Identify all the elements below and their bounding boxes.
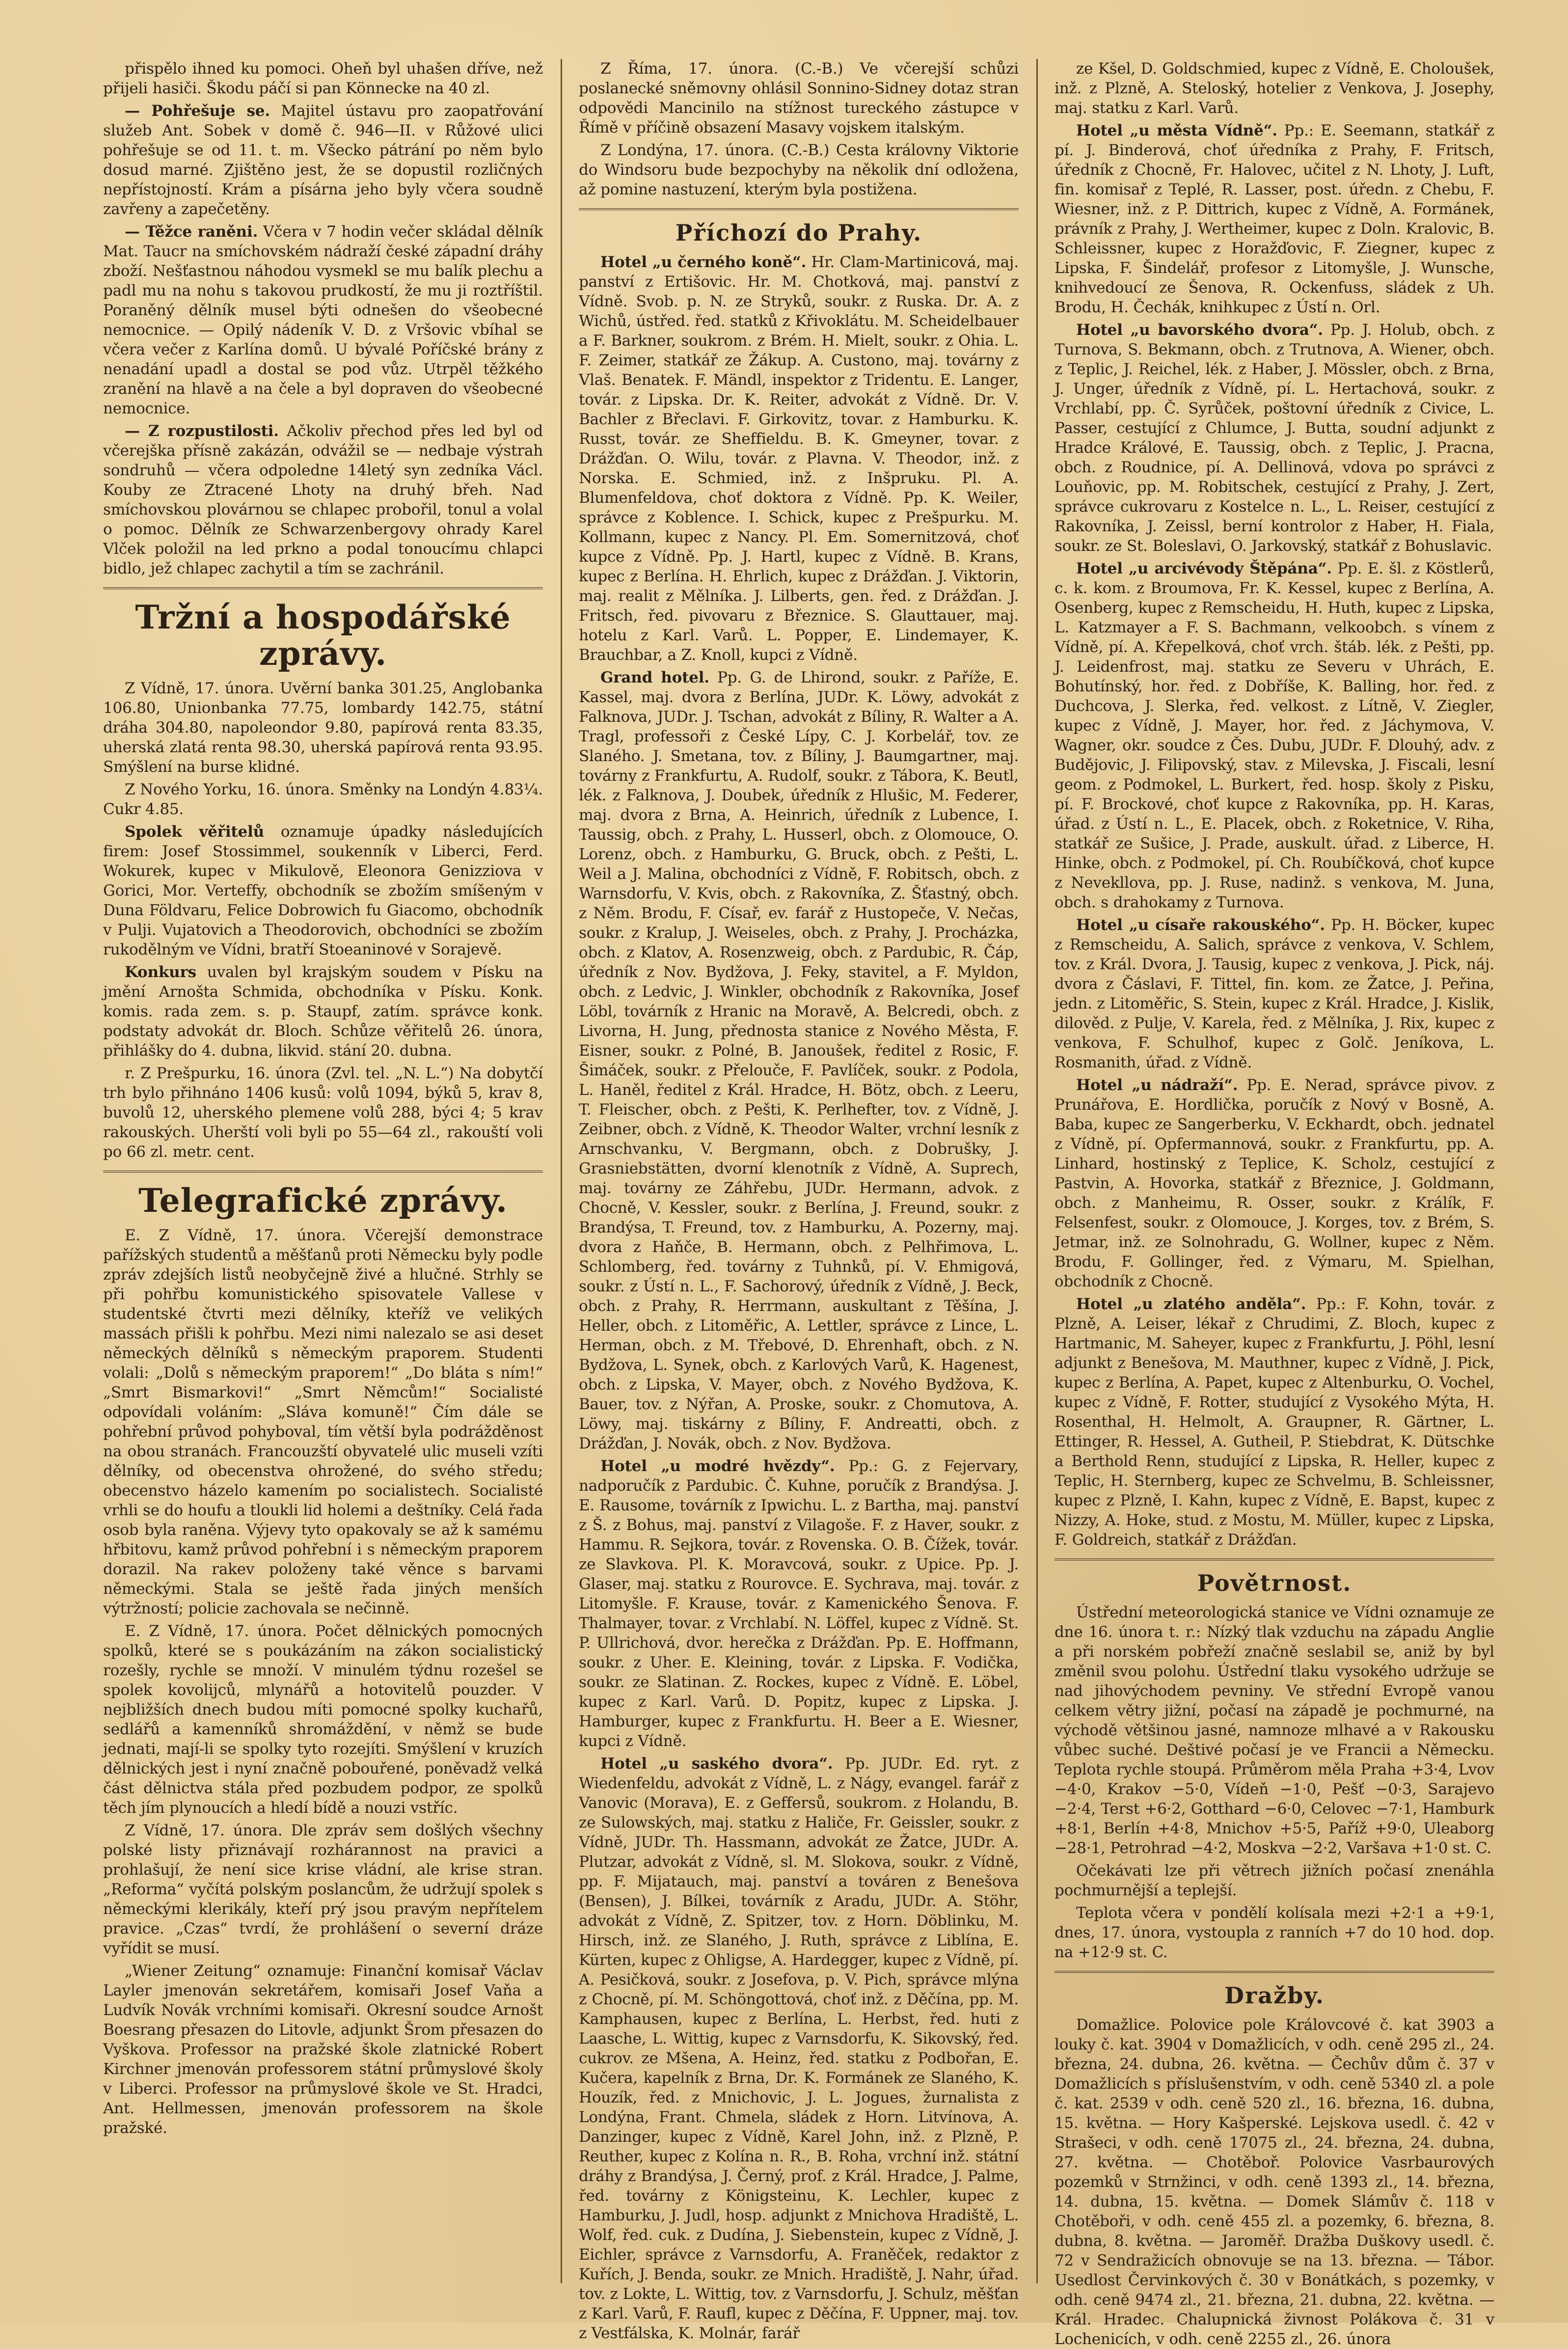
paragraph-text: „Wiener Zeitung“ oznamuje: Finanční komisař Václav Layler jmenován sekretářem, komisaři Josef Vaňa a Ludvík Novák vrchními komisaři. Okresní soudce Arnošt Boesrang přesazen do Litovle, adjunkt Šrom přesazen do Vyškova. Professor na pražské škole zlatnické Robert Kirchner jmenován professorem státní průmyslové školy v Liberci. Professor na průmyslové škole ve St. Hradci, Ant. Hellmessen, jmenován professorem na škole pražské. xyxy=(103,1962,543,2137)
paragraph-lead: Hotel „u města Vídně“. xyxy=(1076,122,1277,139)
paragraph-text: oznamuje úpadky následujících firem: Josef Stossimmel, soukenník v Liberci, Ferd. Wokurek, kupec v Mikulově, Eleonora Genizziova v Gorici, Mor. Verteffy, obchodník se zbožím smíšeným v Duna Földvaru, Felice Dobrowich fu Giacomo, obchodník v Pulji. Vujatovich a Theodorovich, obchodníci se zbožím rukodělným ve Vídni, bratří Stoeaninové v Sorajevě. xyxy=(103,823,543,958)
article-paragraph xyxy=(103,1821,543,1958)
paragraph-lead: Konkurs xyxy=(125,963,196,981)
article-paragraph xyxy=(579,252,1019,665)
paragraph-text: Pp.: E. Seemann, statkář z pí. J. Binderová, choť úředníka z Prahy, F. Fritsch, úředník z Chocně, Fr. Halovec, učitel z N. Lhoty, J. Luft, fin. komisař z Teplé, R. Lasser, post. úředn. z Chebu, F. Wiesner, inž. z P. Dittrich, kupec z Vídně, A. Formánek, právník z Prahy, J. Wertheimer, kupec z Doln. Kralovic, B. Schleissner, kupec z Horažďovic, F. Ziegner, kupec z Lipska, F. Šindelář, profesor z Litomyšle, J. Wunsche, knihvedoucí ze Šenova, R. Ockenfuss, sládek z Uh. Brodu, H. Čechák, knihkupec z Ústí n. Orl. xyxy=(1054,122,1495,316)
paragraph-text: Majitel ústavu pro zaopatřování služeb Ant. Sobek v domě č. 946—II. v Růžové ulici pohřešuje se od 11. t. m. Všecko pátrání po něm bylo dosud marné. Zjištěno jest, že se dopustil rozličných nepřístojností. Krám a písárna jeho byly včera soudně zavřeny a zapečetěny. xyxy=(103,102,543,218)
paragraph-text: Z Nového Yorku, 16. února. Směnky na Londýn 4.83¼. Cukr 4.85. xyxy=(103,781,543,818)
section-heading: Telegrafické zprávy. xyxy=(138,1181,508,1220)
article-paragraph xyxy=(579,1754,1019,2343)
paragraph-text: Domažlice. Polovice pole Královcové č. kat 3903 a louky č. kat. 3904 v Domažlicích, v odh. ceně 295 zl., 24. března, 24. dubna, 26. května. — Čechův dům č. 37 v Domažlicích s příslušenstvím, v odh. ceně 5340 zl. a pole č. kat. 2539 v odh. ceně 520 zl., 16. března, 16. dubna, 15. května. — Hory Kašperské. Lejskova usedl. č. 42 v Strašeci, v odh. ceně 17075 zl., 24. března, 24. dubna, 27. května. — Chotěboř. Polovice Vasrbaurových pozemků v Strnžinci, v odh. ceně 1393 zl., 14. března, 14. dubna, 15. května. — Domek Slámův č. 118 v Chotěboři, v odh. ceně 455 zl. a pozemky, 6. března, 8. dubna, 8. května. — Jaroměř. Dražba Duškovy usedl. č. 72 v Sendražicích obnovuje se na 13. března. — Tábor. Usedlost Červinkových č. 30 v Bonátkách, s pozemky, v odh. ceně 9474 zl., 21. března, 21. dubna, 22. května. — Král. Hradec. Chalupnická živnost Polákova č. 31 v Lochenicích, v odh. ceně 2255 zl., 26. února xyxy=(1054,2016,1494,2348)
paragraph-lead: Hotel „u arcivévody Štěpána“. xyxy=(1076,560,1332,577)
article-paragraph xyxy=(1054,1603,1494,1858)
article-paragraph xyxy=(1054,915,1494,1072)
paragraph-lead: — Pohřešuje se. xyxy=(125,102,270,120)
paragraph-lead: Hotel „u nádraží“. xyxy=(1076,1076,1238,1094)
paragraph-text: ze Kšel, D. Goldschmied, kupec z Vídně, E. Choloušek, inž. z Plzně, A. Steloský, hotelier z Venkova, J. Josephy, maj. statku z Karl. Varů. xyxy=(1054,60,1494,117)
paragraph-text: Pp. E. šl. z Köstlerů, c. k. kom. z Broumova, Fr. K. Kessel, kupec z Berlína, A. Osenberg, kupec z Remscheidu, H. Huth, kupec z Lipska, L. Katzmayer a F. S. Bachmann, velkoobch. s vínem z Vídně, pí. A. Křepelková, choť vrch. štáb. lék. z Pešti, pp. J. Leidenfrost, maj. statku ze Severu v Uhrách, E. Bohutínský, hor. řed. z Dobříše, K. Balling, hor. řed. z Duchcova, J. Slerka, řed. velkost. z Lítně, V. Ziegler, kupec z Vídně, J. Mayer, hor. řed. z Jáchymova, V. Wagner, okr. soudce z Čes. Dubu, JUDr. F. Dlouhý, adv. z Budějovic, J. Filipovský, stav. z Milevska, J. Fiscali, lesní geom. z Podmokel, L. Burkert, řed. hosp. školy z Pisku, pí. F. Brockové, choť kupce z Rakovníka, pp. H. Karas, úřad. z Ústí n. L., E. Placek, obch. z Roketnice, V. Riha, statkář ze Sušice, J. Prade, auskult. úřad. z Liberce, H. Hinke, obch. z Podmokel, pí. Ch. Roubíčková, choť kupce z Nevekllova, pp. J. Ruse, nadinž. s venkova, M. Juna, obch. s drahokamy z Turnova. xyxy=(1054,560,1494,911)
paragraph-lead: Spolek věřitelů xyxy=(125,823,264,841)
paragraph-lead: Hotel „u císaře rakouského“. xyxy=(1076,916,1325,934)
article-paragraph xyxy=(103,962,543,1061)
paragraph-text: E. Z Vídně, 17. února. Včerejší demonstrace pařížských studentů a měšťanů proti Německu byly podle zpráv zdejších listů neobyčejně živé a hlučné. Strhly se při pohřbu komunistického spisovatele Vallese v studentské čtvrti mezi dělníky, kteříž ve velikých massách přišli k pohřbu. Mezi nimi nalezalo se asi deset německých dělníků s německým praporem. Studenti volali: „Dolů s německým praporem!“ „Do bláta s ním!“ „Smrt Bismarkovi!“ „Smrt Němcům!“ Socialisté odpovídali voláním: „Sláva komuně!“ Čím dále se pohřební průvod pohyboval, tím větší byla podrážděnost na obou stranách. Francouzští obyvatelé ulic museli vzíti dělníky, od obecenstva ohrožené, do svého středu; obecenstvo házelo kamením po socialistech. Socialisté vrhli se do houfu a tloukli lid holemi a deštníky. Celá řada osob byla raněna. Výjevy tyto opakovaly se až k samému hřbitovu, kamž průvod pohřební i s německým praporem dorazil. Na rakev položeny také věnce s barvami německými. Stala se ještě řada jiných menších výtržností; policie zachovala se nečinně. xyxy=(103,1227,543,1617)
article-paragraph xyxy=(103,822,543,959)
article-paragraph xyxy=(103,1961,543,2138)
article-paragraph xyxy=(1054,1294,1494,1550)
paragraph-text: Z Vídně, 17. února. Uvěrní banka 301.25, Anglobanka 106.80, Unionbanka 77.75, lombardy 142.75, státní dráha 304.80, napoleondor 9.80, papírová renta 83.35, uherská zlatá renta 98.30, uherská papírová renta 93.95. Smýšlení na burse klidné. xyxy=(103,680,543,776)
article-paragraph xyxy=(1054,1903,1494,1962)
article-paragraph xyxy=(103,1226,543,1618)
article-paragraph xyxy=(1054,1075,1494,1291)
paragraph-text: Ačkoliv přechod přes led byl od včerejška přísně zakázán, odvážil se — nedbaje výstrah sondruhů — včera odpoledne 14letý syn zedníka Václ. Kouby ze Ztracené Lhoty na druhý břeh. Nad smíchovskou plovárnou se chlapec probořil, tonul a volal o pomoc. Dělník ze Schwarzenbergovy ohrady Karel Vlček položil na led prkno a podal tonoucímu chlapci bidlo, jež chlapec zachytil a tím se zachránil. xyxy=(103,422,543,577)
section-heading: Příchozí do Prahy. xyxy=(675,219,922,246)
paragraph-text: Pp. H. Böcker, kupec z Remscheidu, A. Salich, správce z venkova, V. Schlem, tov. z Král. Dvora, J. Tausig, kupec z venkova, J. Pick, náj. dvora z Čáslavi, F. Tittel, fin. kom. ze Žatce, J. Peřina, jedn. z Litoměřic, S. Stein, kupec z Král. Hradce, J. Kislik, dilověd. z Pulje, V. Karela, řed. z Mělníka, J. Rix, kupec z venkova, F. Schulhof, kupec z Golč. Jeníkova, L. Rosmanith, úřad. z Vídně. xyxy=(1054,916,1494,1071)
section-divider xyxy=(1054,1971,1494,1973)
article-paragraph xyxy=(1054,2015,1494,2349)
paragraph-text: Pp.: G. z Fejervary, nadporučík z Pardubic. Č. Kuhne, poručík z Brandýsa. J. E. Rausome, továrník z Ipwichu. L. z Bartha, maj. panství z Š. z Bohus, maj. panství z Vilagoše. F. z Haver, soukr. z Hammu. R. Sejkora, továr. z Rovenska. O. B. Čížek, továr. ze Slavkova. Pl. K. Moravcová, soukr. z Upice. Pp. J. Glaser, maj. statku z Rourovce. E. Sychrava, maj. továr. z Litomyšle. F. Krause, továr. z Kamenického Šenova. F. Thalmayer, tovar. z Vrchlabí. N. Löffel, kupec z Vídně. St. P. Ullrichová, dvor. herečka z Drážďan. Pp. E. Hoffmann, soukr. z Uher. E. Kleining, továr. z Lipska. F. Vodička, soukr. ze Slatinan. Z. Rockes, kupec z Vídně. E. Löbel, kupec z Karl. Varů. D. Popitz, kupec z Lipska. J. Hamburger, kupec z Frankfurtu. H. Beer a E. Wiesner, kupci z Vídně. xyxy=(579,1457,1019,1750)
paragraph-lead: Grand hotel. xyxy=(600,669,709,686)
article-paragraph xyxy=(103,679,543,777)
section-divider xyxy=(103,587,543,589)
article-paragraph xyxy=(579,140,1019,199)
paragraph-text: Z Vídně, 17. února. Dle zpráv sem došlých všechny polské listy přiznávají rozhárannost na pravici a prohlašují, že není sice krise vládní, ale krise stran. „Reforma“ vyčítá polským poslancům, že udržují spolek s německými klerikály, kteří prý jsou pravým nepřítelem pravice. „Czas“ tvrdí, že prohlášení o severní dráze vyřídit se musí. xyxy=(103,1822,543,1957)
article-paragraph xyxy=(103,101,543,219)
paragraph-lead: — Těžce raněni. xyxy=(125,223,258,241)
article-paragraph xyxy=(1054,121,1494,317)
article-paragraph xyxy=(1054,1861,1494,1900)
section-heading: Tržní a hospodářské zprávy. xyxy=(135,598,511,673)
article-paragraph xyxy=(579,668,1019,1453)
article-paragraph xyxy=(103,421,543,578)
section-heading: Povětrnost. xyxy=(1197,1570,1352,1596)
section-divider xyxy=(1054,1558,1494,1560)
paragraph-text: Z Londýna, 17. února. (C.-B.) Cesta královny Viktorie do Windsoru bude bezpochyby na několik dní odložena, až pomine nastuzení, kterým byla postižena. xyxy=(579,141,1019,198)
column-3 xyxy=(1036,59,1495,2348)
paragraph-lead: Hotel „u modré hvězdy“. xyxy=(600,1457,835,1475)
paragraph-text: Pp. G. de Lhirond, soukr. z Paříže, E. Kassel, maj. dvora z Berlína, JUDr. K. Löwy, advokát z Falknova, JUDr. J. Tschan, advokát z Bíliny, R. Walter a A. Tragl, professoři z České Lípy, C. J. Korbelář, tov. ze Slaného. J. Smetana, tov. z Bíliny, J. Baumgartner, maj. továrny z Frankfurtu, A. Rudolf, soukr. z Tábora, K. Beutl, lék. z Falknova, J. Doubek, úředník z Hlušic, M. Federer, maj. dvora z Brna, A. Heinrich, úředník z Lubence, I. Taussig, obch. z Prahy, L. Husserl, obch. z Olomouce, O. Lorenz, obch. z Hamburku, G. Bruck, obch. z Pešti, L. Weil a J. Malina, obchodníci z Vídně, F. Robitsch, obch. z Warnsdorfu, V. Kvis, obch. z Rakovníka, Z. Šťastný, obch. z Něm. Brodu, F. Císař, ev. farář z Hustopeče, V. Nečas, soukr. z Kralup, J. Weiseles, obch. z Prahy, J. Procházka, obch. z Klatov, A. Rosenzweig, obch. z Pardubic, R. Čáp, úředník z Nov. Bydžova, J. Feky, stavitel, a F. Myldon, obch. z Ledvic, J. Winkler, obchodník z Rakovníka, Josef Löbl, továrník z Hranic na Moravě, A. Belcredi, obch. z Livorna, H. Jung, přednosta stanice z Nového Města, F. Eisner, soukr. z Polné, B. Janoušek, ředitel z Rosic, F. Šimáček, soukr. z Přelouče, F. Pavlíček, soukr. z Podola, L. Haněl, ředitel z Král. Hradce, H. Bötz, obch. z Leeru, T. Fleischer, obch. z Pešti, K. Perlhefter, tov. z Vídně, J. Zeibner, obch. z Vídně, K. Theodor Walter, vrchní lesník z Arnschvanku, V. Bergmann, obch. z Dobrušky, J. Grasniebstätten, dvorní klenotník z Vídně, A. Suprech, maj. továrny ze Záhřebu, JUDr. Hermann, advok. z Chocně, V. Kessler, soukr. z Berlína, J. Freund, soukr. z Brandýsa, T. Freund, tov. z Hamburku, A. Pozerny, maj. dvora z Haňče, B. Hermann, obch. z Pelhřimova, L. Schlomberg, řed. továrny z Tuhnků, pí. V. Ehmigová, soukr. z Ústí n. L., F. Sachorový, úředník z Vídně, J. Beck, obch. z Prahy, R. Herrmann, auskultant z Těšína, J. Heller, obch. z Litoměřic, A. Lettler, správce z Lince, L. Herman, obch. z M. Třebové, D. Ehrenhaft, obch. z N. Bydžova, L. Synek, obch. z Karlových Varů, K. Hagenest, obch. z Lipska, V. Mayer, obch. z Nového Bydžova, K. Bauer, tov. z Nýřan, A. Proske, soukr. z Chomutova, A. Löwy, maj. tiskárny z Bíliny, F. Andreatti, obch. z Drážďan, J. Novák, obch. z Nov. Bydžova. xyxy=(579,669,1019,1452)
paragraph-text: Z Říma, 17. února. (C.-B.) Ve včerejší schůzi poslanecké sněmovny ohlásil Sonnino-Sidney dotaz stran odpovědi Mancinilo na stížnost tureckého zástupce v Římě v příčině obsazení Masavy vojskem italským. xyxy=(579,60,1019,137)
paragraph-text: uvalen byl krajským soudem v Písku na jmění Arnošta Schmida, obchodníka v Písku. Konk. komis. rada zem. s. p. Staupf, zatím. správce konk. podstaty advokát dr. Bloch. Schůze věřitelů 26. února, přihlášky do 4. dubna, likvid. stání 20. dubna. xyxy=(103,963,543,1060)
paragraph-text: Očekávati lze při větrech jižních počasí znenáhla pochmurnější a teplejší. xyxy=(1054,1862,1494,1899)
paragraph-lead: Hotel „u bavorského dvora“. xyxy=(1076,321,1324,339)
article-paragraph xyxy=(579,1456,1019,1751)
section-heading: Dražby. xyxy=(1224,1982,1325,2009)
article-paragraph xyxy=(103,222,543,418)
paragraph-text: Teplota včera v pondělí kolísala mezi +2·1 a +9·1, dnes, 17. února, vystoupla z ranních +7 do 10 hod. dop. na +12·9 st. C. xyxy=(1054,1904,1494,1961)
article-paragraph xyxy=(103,1621,543,1818)
paragraph-lead: Hotel „u zlatého anděla“. xyxy=(1076,1295,1306,1313)
paragraph-text: Pp.: F. Kohn, továr. z Plzně, A. Leiser, lékař z Chrudimi, Z. Bloch, kupec z Hartmanic, M. Saheyer, kupec z Frankfurtu, J. Pöhl, lesní adjunkt z Benešova, M. Mauthner, kupec z Vídně, J. Pick, kupec z Berlína, A. Papet, kupec z Altenburku, O. Vochel, kupec z Vídně, F. Rotter, studující z Vysokého Mýta, H. Rosenthal, H. Helmolt, A. Graupner, R. Gärtner, L. Ettinger, R. Hessel, A. Gutheil, P. Stiebdrat, K. Dütschke a Berthold Renn, studující z Lipska, R. Heller, kupec z Teplic, H. Sternberg, kupec ze Schvelmu, B. Schleissner, kupec z Plzně, I. Kahn, kupec z Vídně, E. Bapst, kupec z Nizzy, A. Hoke, stud. z Mostu, M. Müller, kupec z Lipska, F. Goldreich, statkář z Drážďan. xyxy=(1054,1295,1494,1549)
article-paragraph xyxy=(1054,320,1494,556)
paragraph-text: Pp. J. Holub, obch. z Turnova, S. Bekmann, obch. z Trutnova, A. Wiener, obch. z Teplic, J. Reichel, lék. z Haber, J. Mössler, obch. z Brna, J. Unger, úředník z Vídně, pí. L. Hertachová, soukr. z Vrchlabí, pp. Č. Syrůček, poštovní úředník z Civice, L. Passer, cestující z Chlumce, J. Butta, soudní adjunkt z Hradce Králové, E. Taussig, obch. z Teplic, J. Pracna, obch. z Roudnice, pí. A. Dellinová, vdova po správci z Louňovic, pp. M. Robitschek, cestující z Prahy, J. Zert, správce cukrovaru z Kostelce n. L., L. Reiser, cestující z Rakovníka, J. Zeissl, berní kontrolor z Haber, H. Fiala, soukr. ze St. Boleslavi, O. Jarkovský, statkář z Bohuslavic. xyxy=(1054,321,1494,555)
paragraph-text: r. Z Prešpurku, 16. února (Zvl. tel. „N. L.“) Na dobytčí trh bylo přihnáno 1406 kusů: volů 1094, býků 5, krav 8, buvolů 12, uherského plemene volů 288, býci 4; 5 krav rakouských. Uherští voli byli po 55—64 zl., rakouští voli po 66 zl. metr. cent. xyxy=(103,1065,543,1161)
paragraph-text: přispělo ihned ku pomoci. Oheň byl uhašen dříve, než přijeli hasiči. Škodu páčí si pan Könnecke na 40 zl. xyxy=(103,60,543,97)
article-paragraph xyxy=(1054,559,1494,912)
paragraph-lead: Hotel „u černého koně“. xyxy=(600,253,807,271)
columns xyxy=(103,59,1495,2348)
paragraph-lead: — Z rozpustilosti. xyxy=(125,422,279,440)
paragraph-text: Hr. Clam-Martinicová, maj. panství z Ertišovic. Hr. M. Chotková, maj. panství z Vídně. Svob. p. N. ze Stryků, soukr. z Ruska. Dr. A. z Wichů, ústřed. řed. statků z Křivoklátu. M. Scheidelbauer a F. Barkner, soukrom. z Brém. H. Mielt, soukr. z Ohia. L. F. Zeimer, statkář ze Žákup. A. Custono, maj. továrny z Vlaš. Benatek. F. Mändl, inspektor z Tridentu. E. Langer, továr. z Lipska. Dr. K. Reiter, advokát z Vídně. Dr. V. Bachler z Břeclavi. F. Girkovitz, tovar. z Hamburku. K. Russt, továr. ze Sheffieldu. B. K. Gmeyner, tovar. z Drážďan. O. Wilu, továr. z Plavna. V. Theodor, inž. z Norska. E. Schmied, inž. z Inšpruku. Pl. A. Blumenfeldova, choť doktora z Vídně. Pp. K. Weiler, správce z Koblence. I. Schick, kupec z Prešpurku. M. Kollmann, kupec z Nancy. Pl. Em. Somernitzová, choť kupce z Vídně. Pp. J. Hartl, kupec z Vídně. B. Krans, kupec z Berlína. H. Ehrlich, kupec z Drážďan. J. Viktorin, maj. realit z Mělníka. J. Lilberts, gen. řed. z Drážďan. J. Fritsch, řed. pivovaru z Březnice. S. Glauttauer, maj. hotelu z Karl. Varů. L. Popper, E. Lindemayer, K. Brauchbar, a Z. Knoll, kupci z Vídně. xyxy=(579,253,1019,664)
paragraph-text: Pp. E. Nerad, správce pivov. z Prunářova, E. Hordlička, poručík z Nový v Bosně, A. Baba, kupec ze Sangerberku, V. Eckhardt, obch. jednatel z Vídně, pí. Opfermannová, soukr. z Frankfurtu, pp. A. Linhard, hostinský z Teplice, K. Scholz, cestující z Pastvin, A. Hovorka, statkář z Březnice, J. Goldmann, obch. z Manheimu, R. Osser, soukr. z Králík, F. Felsenfest, soukr. z Olomouce, J. Korges, tov. z Brém, S. Jetmar, inž. ze Solnohradu, G. Wollner, kupec z Něm. Brodu, F. Gollinger, řed. z Výmaru, M. Spielhan, obchodník z Chocně. xyxy=(1054,1076,1494,1290)
paragraph-lead: Hotel „u saského dvora“. xyxy=(600,1755,833,1773)
column-2 xyxy=(561,59,1019,2342)
section-divider xyxy=(103,1171,543,1173)
paragraph-text: E. Z Vídně, 17. února. Počet dělnických pomocných spolků, které se s poukázáním na zákon socialistický rozešly, rychle se množí. V minulém týdnu rozešel se spolek kovolijců, mlynářů a hotovitelů pouzder. V nejbližších dnech budou míti pomocné spolky kuchařů, sedlářů a kamenníků shromáždění, v němž se bude jednati, mají-li se spolky tyto rozejíti. Smýšlení v kruzích dělnických jest i nyní značně pobouřené, poněvadž velká část dělnictva stála před pozbudem podpor, ze spolků těch jím plynoucích a hledí bídě a nouzi vstříc. xyxy=(103,1622,543,1817)
article-paragraph xyxy=(103,1064,543,1162)
article-paragraph xyxy=(103,59,543,98)
paragraph-text: Pp. JUDr. Ed. ryt. z Wiedenfeldu, advokát z Vídně, L. z Nágy, evangel. farář z Vanovic (Morava), E. z Geffersů, soukrom. z Holandu, B. ze Sulowských, maj. statku z Haliče, Fr. Geissler, soukr. z Vídně, JUDr. Th. Hassmann, advokát ze Žatce, JUDr. A. Plutzar, advokát z Vídně, sl. M. Slokova, soukr. z Vídně, pp. F. Mijatauch, maj. panství a továren z Benešova (Bensen), J. Bílkei, továrník z Aradu, JUDr. A. Stöhr, advokát z Vídně, Z. Spitzer, tov. z Horn. Döblinku, M. Hirsch, inž. ze Slaného, J. Ruth, správce z Liblína, E. Kürten, kupec z Ohligse, A. Hardegger, kupec z Vídně, pí. A. Pesičková, soukr. z Josefova, p. V. Pich, správce mlýna z Chocně, pí. M. Schöngottová, choť inž. z Děčína, pp. M. Kamphausen, kupec z Berlína, L. Herbst, řed. huti z Laasche, L. Wittig, kupec z Varnsdorfu, K. Sikovský, řed. cukrov. ze Mšena, A. Heinz, řed. statku z Podbořan, E. Kučera, kapelník z Brna, Dr. K. Formánek ze Slaného, K. Houzík, řed. z Mnichovic, J. L. Jogues, žurnalista z Londýna, Frant. Chmela, sládek z Horn. Litvínova, A. Danzinger, kupec z Vídně, Karel John, inž. z Plzně, P. Reuther, kupec z Kolína n. R., B. Roha, vrchní inž. státní dráhy z Brandýsa, J. Černý, prof. z Král. Hradce, J. Palme, řed. továrny z Königsteinu, K. Lechler, kupec z Hamburku, J. Judl, hosp. adjunkt z Mnichova Hradiště, L. Wolf, řed. cuk. z Dudína, J. Siebenstein, kupec z Vídně, J. Eichler, správce z Varnsdorfu, A. Franěček, redaktor z Kuřích, J. Benda, soukr. ze Mnich. Hradiště, J. Nahr, úřad. tov. z Lokte, L. Wittig, tov. z Varnsdorfu, J. Schulz, měšťan z Karl. Varů, F. Raufl, kupec z Děčína, F. Uppner, maj. tov. z Vestfálska, K. Molnár, farář xyxy=(579,1755,1019,2342)
paragraph-text: Včera v 7 hodin večer skládal dělník Mat. Taucr na smíchovském nádraží české západní dráhy zboží. Nešťastnou náhodou vysmekl se mu balík plechu a padl mu na nohu s takovou prudkostí, že mu ji roztříštil. Poraněný dělník musel býti odnešen do všeobecné nemocnice. — Opilý nádeník V. D. z Vršovic vbíhal se včera večer z Karlína domů. U bývalé Poříčské brány z nenadání upadl a dostal se pod vůz. Utrpěl těžkého zranění na hlavě a na čele a byl dopraven do všeobecné nemocnice. xyxy=(103,223,543,417)
article-paragraph xyxy=(1054,59,1494,118)
paragraph-text: Ústřední meteorologická stanice ve Vídni oznamuje ze dne 16. února t. r.: Nízký tlak vzduchu na západu Anglie a při norském pobřeží značně seslabil se, aniž by byl změnil svou polohu. Ústřední tlaku vysokého udržuje se nad jihovýchodem pevniny. Ve střední Evropě vanou celkem větry jižní, počasí na západě je pochmurné, na východě většinou jasné, namnoze mlhavé a v Rakousku vůbec suché. Deštivé počasí je ve Francii a Německu. Teplota rychle stoupá. Průměrom měla Praha +3·4, Lvov −4·0, Krakov −5·0, Vídeň −1·0, Pešť −0·3, Sarajevo −2·4, Terst +6·2, Gotthard −6·0, Celovec −7·1, Hamburk +8·1, Berlín +4·8, Mnichov +5·5, Paříž +9·0, Uleaborg −28·1, Petrohrad −4·2, Moskva −2·2, Varšava +1·0 st. C. xyxy=(1054,1604,1494,1857)
column-1 xyxy=(103,59,543,2283)
article-paragraph xyxy=(103,780,543,819)
section-divider xyxy=(579,208,1019,210)
article-paragraph xyxy=(579,59,1019,137)
